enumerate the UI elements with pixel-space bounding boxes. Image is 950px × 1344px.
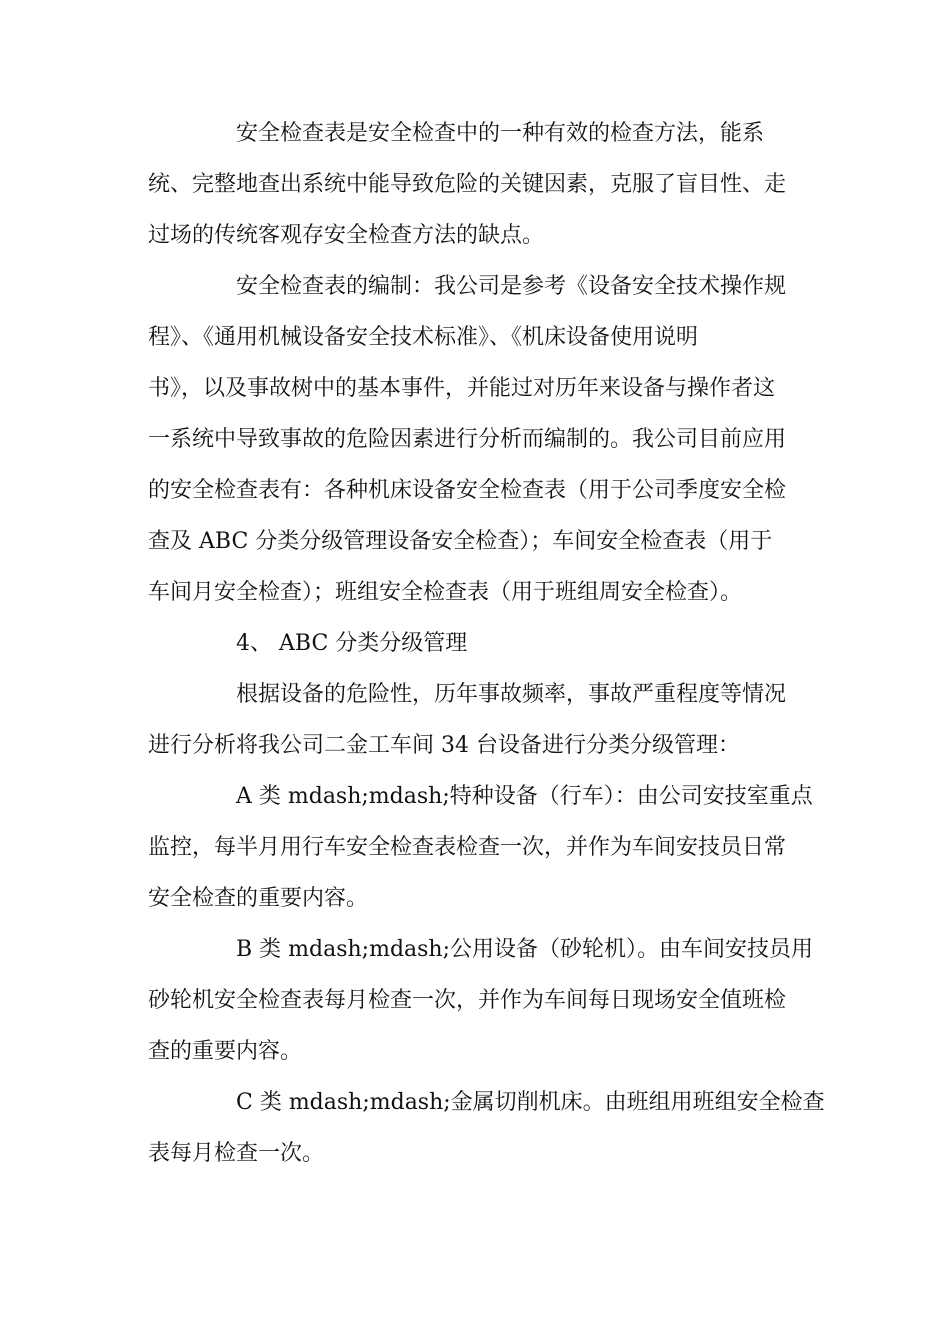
text-line: 监控，每半月用行车安全检查表检查一次，并作为车间安技员日常 bbox=[148, 835, 787, 860]
paragraph-classification-basis bbox=[148, 669, 798, 771]
paragraph-checklist-compilation bbox=[148, 261, 798, 618]
text-line: 查及 ABC 分类分级管理设备安全检查）；车间安全检查表（用于 bbox=[148, 529, 773, 554]
text-line: 书》，以及事故树中的基本事件，并能过对历年来设备与操作者这 bbox=[148, 376, 776, 401]
section-heading-abc bbox=[148, 618, 798, 669]
text-line: A 类 mdash;mdash;特种设备（行车）：由公司安技室重点 bbox=[236, 784, 813, 809]
paragraph-class-c bbox=[148, 1077, 825, 1179]
paragraph-class-a bbox=[148, 771, 813, 924]
text-line: 程》、《通用机械设备安全技术标准》、《机床设备使用说明 bbox=[148, 325, 699, 350]
text-line: 砂轮机安全检查表每月检查一次，并作为车间每日现场安全值班检 bbox=[148, 988, 787, 1013]
paragraph-checklist-intro bbox=[148, 108, 798, 261]
text-line: 的安全检查表有：各种机床设备安全检查表（用于公司季度安全检 bbox=[148, 478, 787, 503]
text-line: 表每月检查一次。 bbox=[148, 1141, 325, 1166]
text-line: C 类 mdash;mdash;金属切削机床。由班组用班组安全检查 bbox=[236, 1090, 825, 1115]
heading-line: 4、 ABC 分类分级管理 bbox=[236, 631, 468, 656]
text-line: 进行分析将我公司二金工车间 34 台设备进行分类分级管理： bbox=[148, 733, 740, 758]
text-line: 查的重要内容。 bbox=[148, 1039, 303, 1064]
text-line: 车间月安全检查）；班组安全检查表（用于班组周安全检查）。 bbox=[148, 580, 743, 605]
text-line: 统、完整地查出系统中能导致危险的关键因素，克服了盲目性、走 bbox=[148, 172, 787, 197]
document-body bbox=[148, 108, 825, 1179]
text-line: 过场的传统客观存安全检查方法的缺点。 bbox=[148, 223, 545, 248]
text-line: 安全检查的重要内容。 bbox=[148, 886, 369, 911]
text-line: 根据设备的危险性，历年事故频率，事故严重程度等情况 bbox=[236, 682, 787, 707]
text-line: 一系统中导致事故的危险因素进行分析而编制的。我公司目前应用 bbox=[148, 427, 787, 452]
paragraph-class-b bbox=[148, 924, 814, 1077]
text-line: B 类 mdash;mdash;公用设备（砂轮机）。由车间安技员用 bbox=[236, 937, 814, 962]
text-line: 安全检查表是安全检查中的一种有效的检查方法，能系 bbox=[236, 121, 765, 146]
text-line: 安全检查表的编制：我公司是参考《设备安全技术操作规 bbox=[236, 274, 787, 299]
